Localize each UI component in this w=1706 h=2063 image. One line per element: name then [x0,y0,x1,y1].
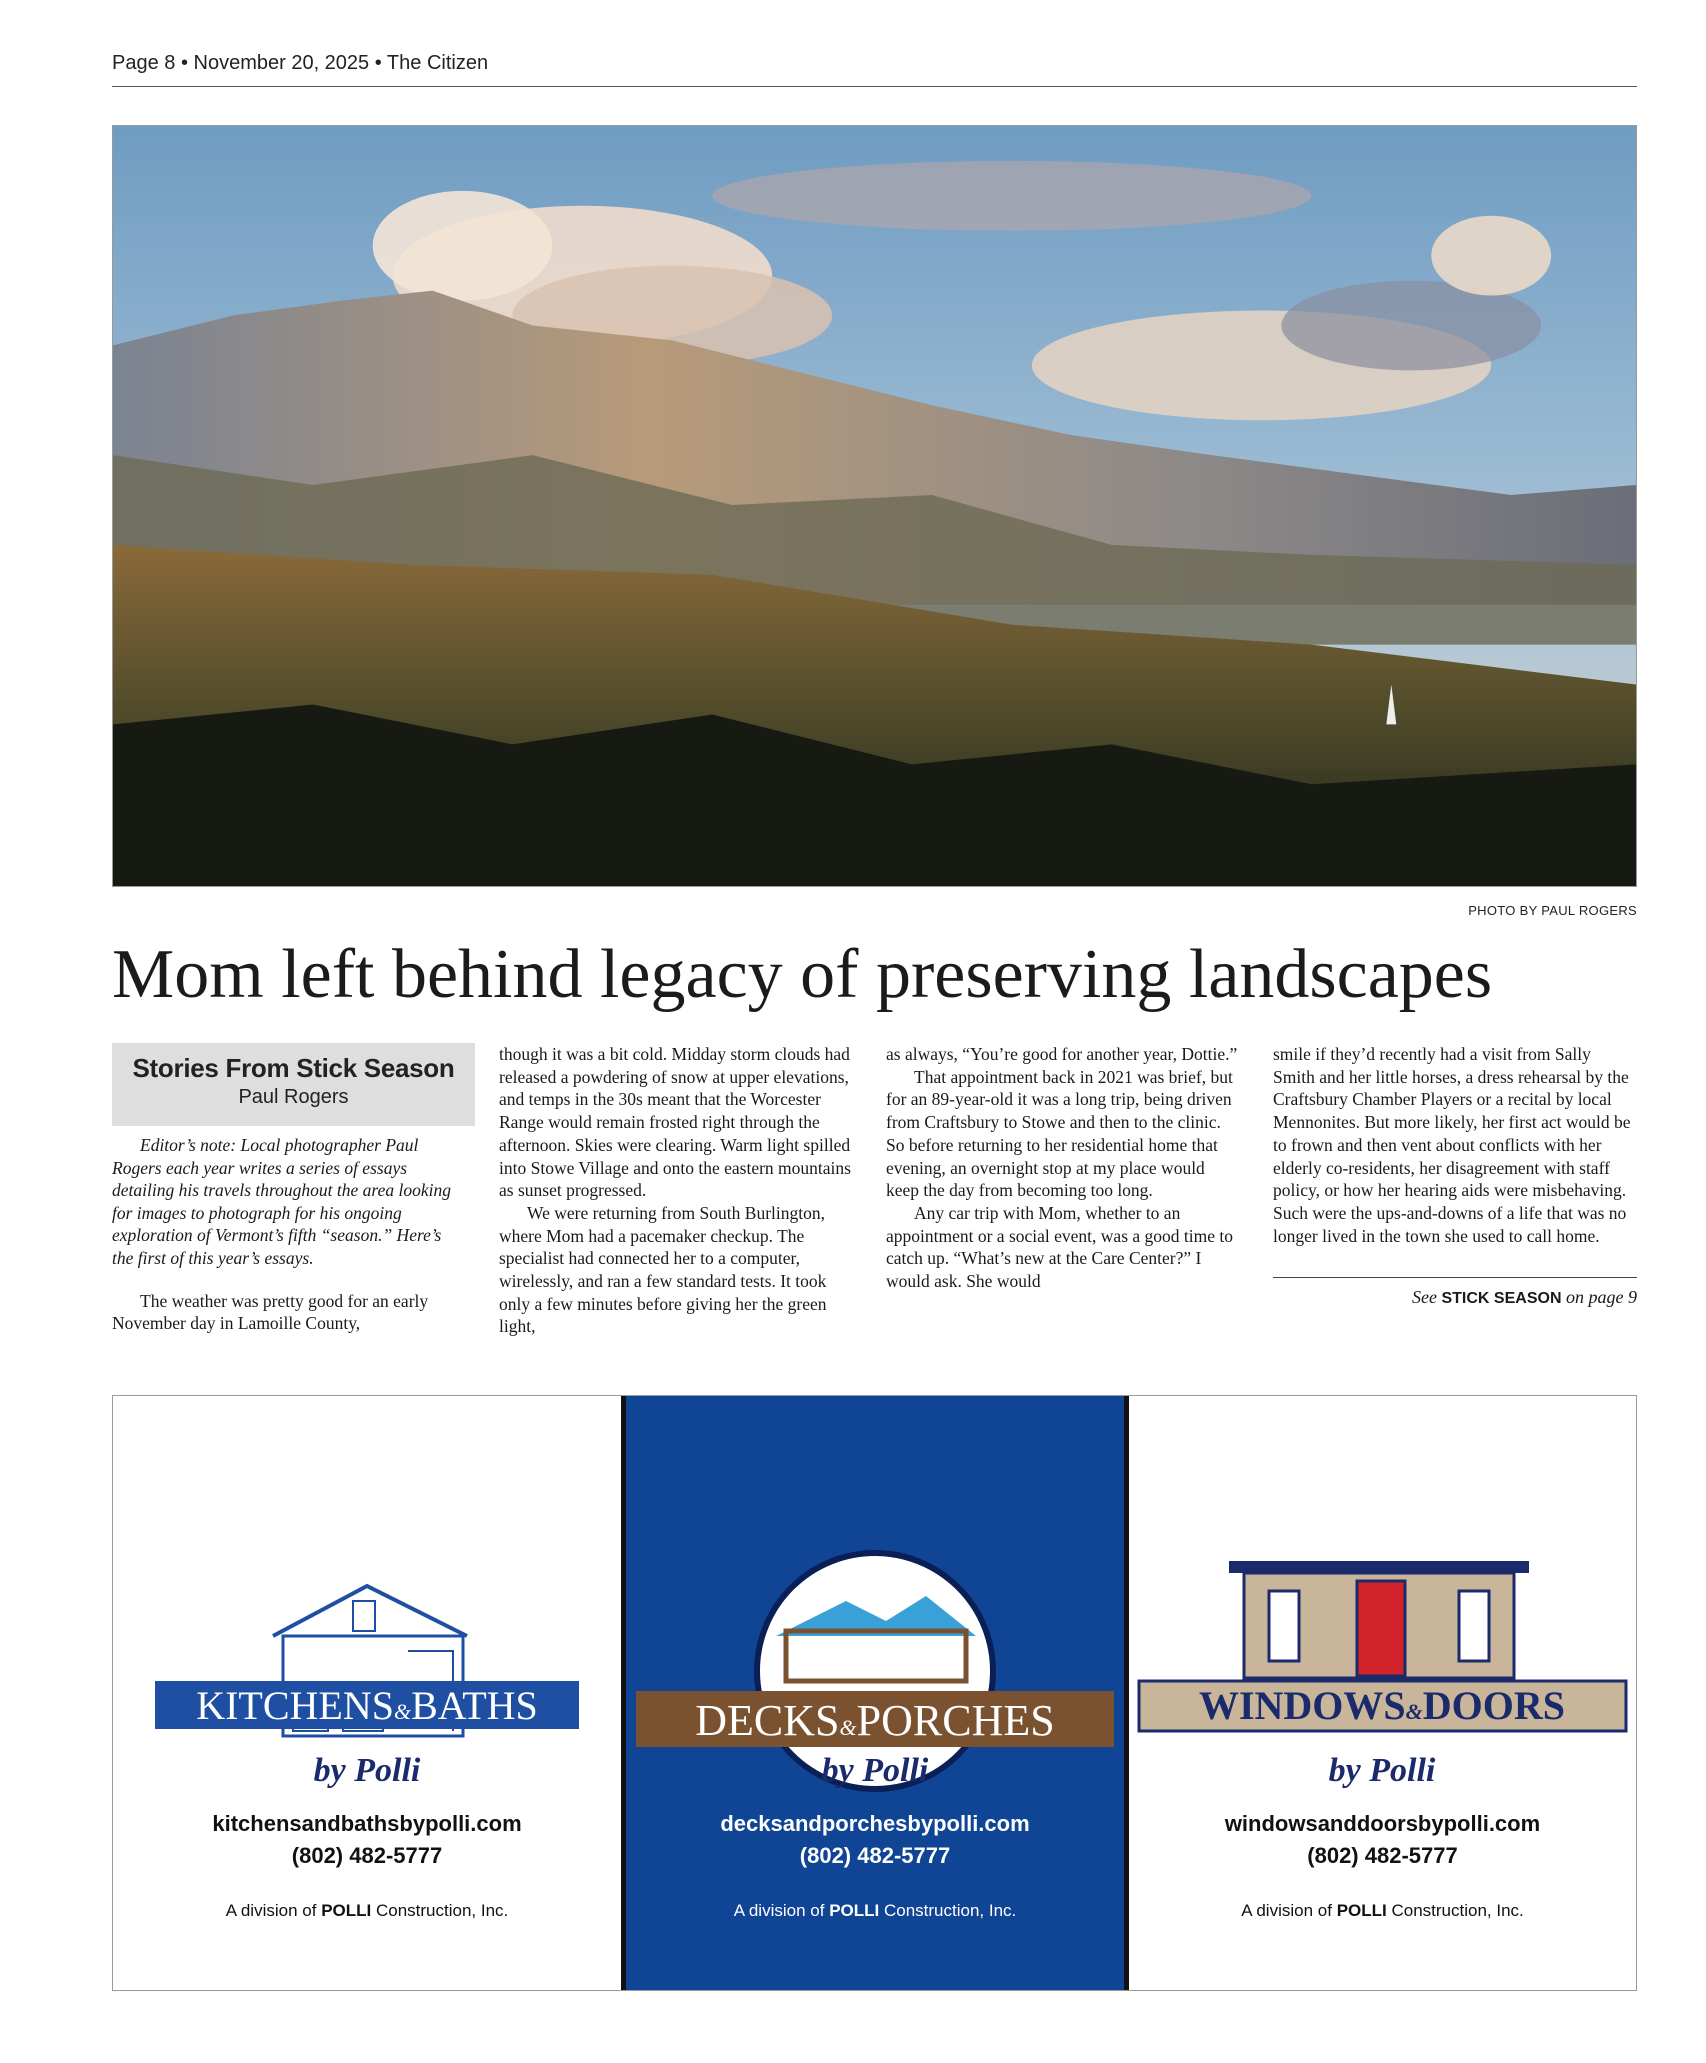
series-title: Stories From Stick Season [132,1053,455,1083]
division-brand: POLLI [321,1901,372,1920]
column-rubric [112,1043,475,1126]
folio: Page 8 • November 20, 2025 • The Citizen [112,52,489,74]
column-1 [112,1043,464,1335]
decks-porches-logo [626,1541,1124,1801]
body-paragraph: though it was a bit cold. Midday storm clouds had released a powdering of snow at upper elevations, and temps in the 30s meant that the Worcester Range would remain frosted right through the afternoon. Skies were clearing. Warm light spilled into Stowe Village and onto the eastern mountains as sunset progressed. [499,1044,851,1201]
decks-porches-byline: by Polli [821,1752,929,1789]
kitchens-baths-wordmark: KITCHENS&BATHS [196,1683,538,1728]
jump-page: on page 9 [1566,1287,1637,1308]
photo-credit: PHOTO BY PAUL ROGERS [1468,903,1637,918]
kitchens-baths-byline: by Polli [313,1752,421,1789]
kitchens-baths-phone[interactable]: (802) 482-5777 [291,1843,443,1868]
jump-see: See [1412,1287,1437,1308]
headline: Mom left behind legacy of preserving landscapes [112,936,1493,1013]
division-post: Construction, Inc. [375,1901,509,1920]
division-brand: POLLI [829,1901,880,1920]
landscape-photo [112,125,1637,887]
body-paragraph: We were returning from South Burlington, where Mom had a pacemaker checkup. The specialist had connected her to a computer, wirelessly, and ran a few standard tests. It took only a few minutes before giving her the green light, [499,1202,827,1337]
windows-doors-division [1129,1901,1636,1921]
jump-line[interactable] [1273,1286,1637,1311]
polli-advertisement [112,1395,1637,1991]
windows-doors-logo [1129,1541,1636,1801]
windows-doors-phone[interactable]: (802) 482-5777 [1307,1843,1458,1868]
windows-doors-url[interactable]: windowsanddoorsbypolli.com [1224,1811,1541,1836]
decks-porches-url[interactable]: decksandporchesbypolli.com [720,1811,1030,1836]
column-4 [1273,1043,1637,1311]
division-pre: A division of [225,1901,317,1920]
jump-rule [1273,1277,1637,1278]
byline: Paul Rogers [238,1085,349,1108]
jump-target: STICK SEASON [1441,1290,1562,1308]
decks-porches-phone[interactable]: (802) 482-5777 [799,1843,951,1868]
division-pre: A division of [733,1901,825,1920]
body-paragraph: The weather was pretty good for an early November day in Lamoille County, [112,1290,429,1334]
kitchens-baths-url[interactable]: kitchensandbathsbypolli.com [212,1811,522,1836]
body-paragraph: Any car trip with Mom, whether to an appointment or a social event, was a good time to catch up. “What’s new at the Care Center?” I would ask. She would [886,1202,1233,1292]
editors-note-text: Editor’s note: Local photographer Paul Rogers each year writes a series of essays detailing his travels throughout the area looking for images to photograph for his ongoing exploration of Vermont’s fifth “season.” Here’s the first of this year’s essays. [112,1135,451,1268]
editors-note [112,1134,464,1270]
kitchens-baths-logo [113,1541,621,1801]
division-post: Construction, Inc. [1391,1901,1524,1920]
decks-porches-wordmark: DECKS&PORCHES [695,1696,1055,1745]
ad-panel-decks-porches [621,1396,1129,1990]
division-post: Construction, Inc. [883,1901,1017,1920]
kitchens-baths-division [113,1901,621,1921]
folio-rule [112,86,1637,87]
column-3 [886,1043,1238,1293]
body-paragraph: as always, “You’re good for another year, Dottie.” [886,1044,1238,1064]
windows-doors-byline: by Polli [1328,1752,1436,1789]
division-brand: POLLI [1336,1901,1387,1920]
body-paragraph: That appointment back in 2021 was brief, but for an 89-year-old it was a long trip, being driven from Craftsbury to Stowe and then to the clinic. So before returning to her residential home that evening, an overnight stop at my place would keep the day from becoming too long. [886,1066,1233,1201]
ad-panel-windows-doors [1129,1396,1636,1990]
body-paragraph: smile if they’d recently had a visit from Sally Smith and her little horses, a dress rehearsal by the Craftsbury Chamber Players or a recital by local Mennonites. But more likely, her first act would be to frown and then vent about conflicts with her elderly co-residents, her disagreement with staff policy, or how her hearing aids were misbehaving. Such were the ups-and-downs of a life that was no longer lived in the town she used to call home. [1273,1044,1631,1246]
decks-porches-division [626,1901,1124,1921]
column-2 [499,1043,851,1338]
ad-panel-kitchens-baths [113,1396,621,1990]
division-pre: A division of [1241,1901,1332,1920]
windows-doors-wordmark: WINDOWS&DOORS [1198,1683,1566,1728]
